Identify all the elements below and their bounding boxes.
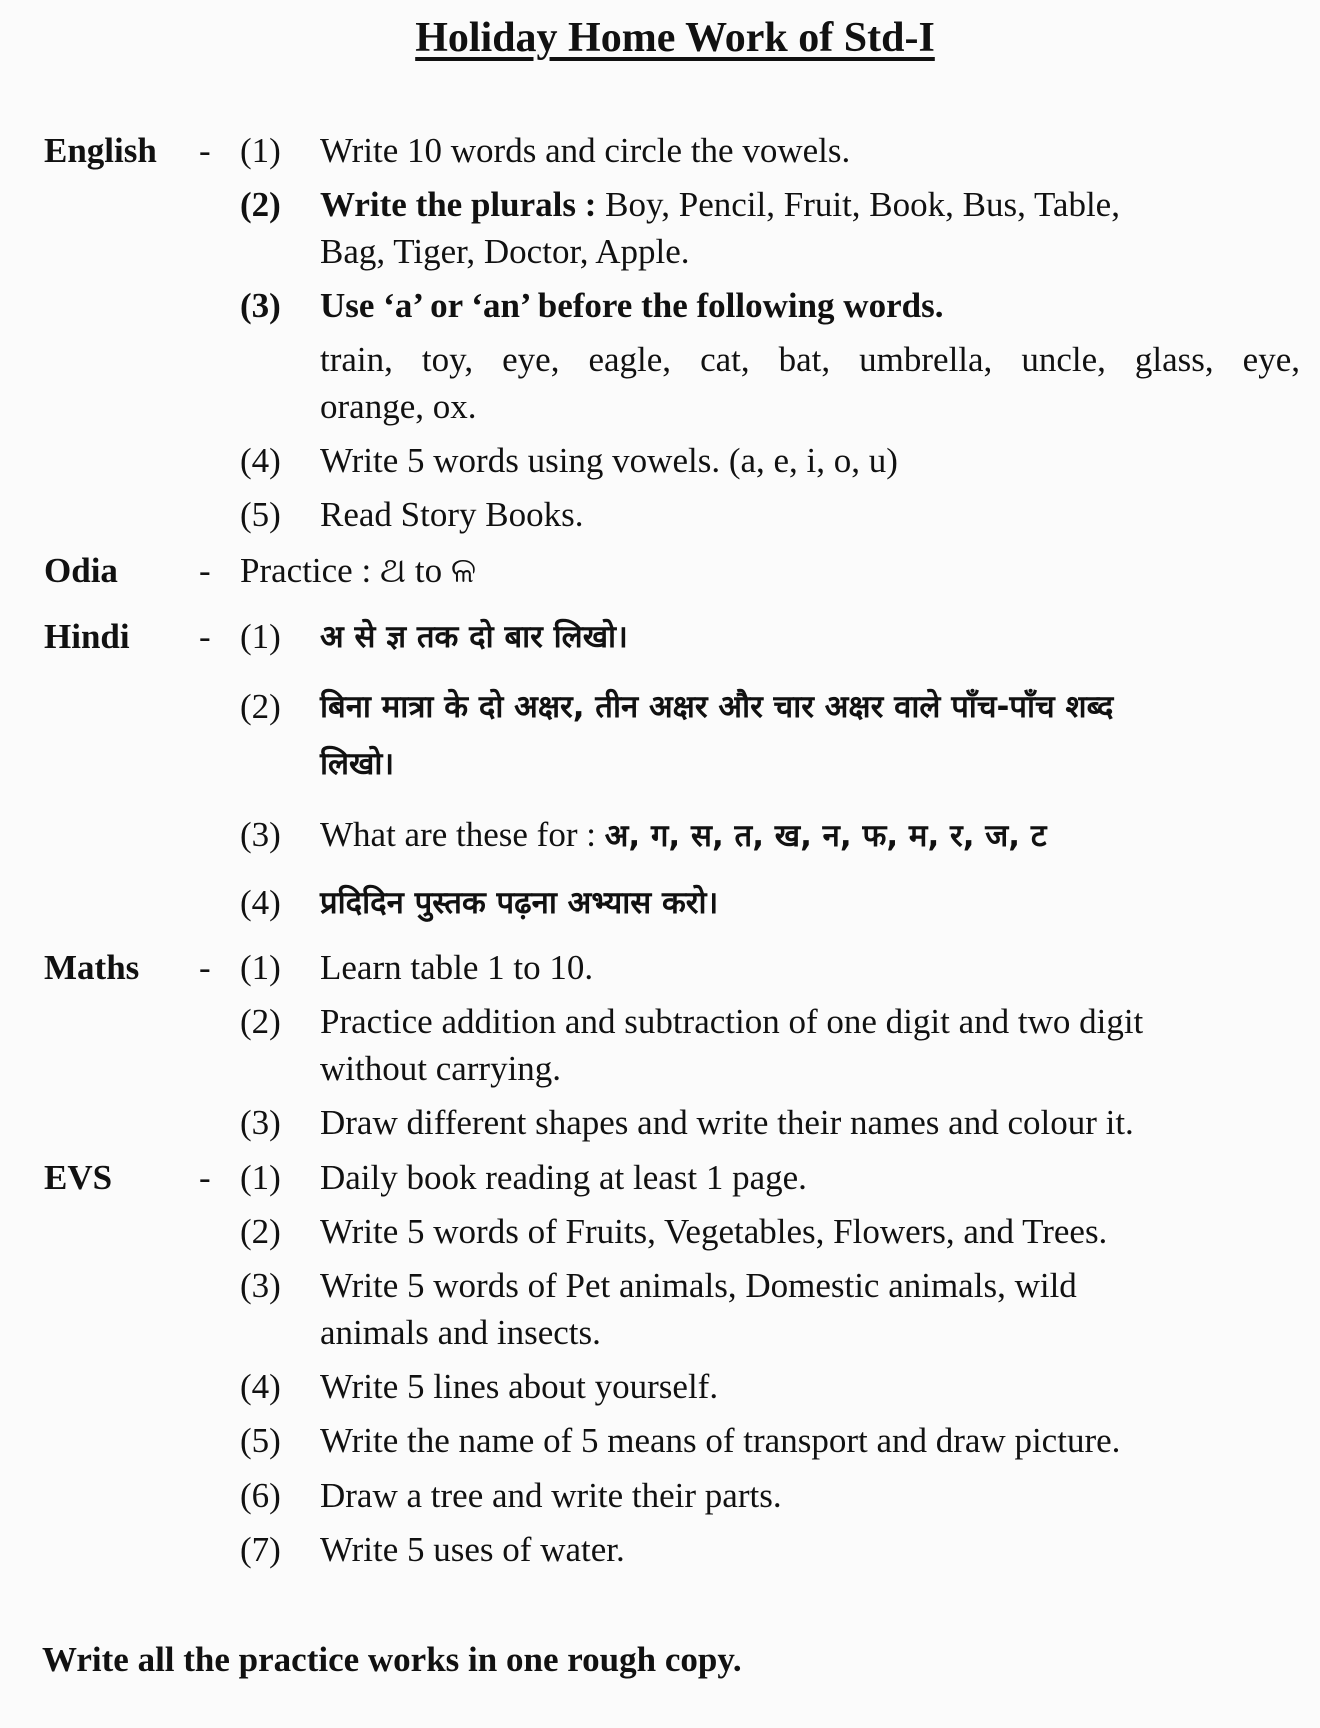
item-number: (4): [240, 441, 281, 480]
item-number: (1): [240, 1158, 281, 1197]
english-item-1: Write 10 words and circle the vowels.: [320, 131, 851, 170]
item-number: (3): [240, 815, 281, 854]
evs-item-4: Write 5 lines about yourself.: [320, 1367, 719, 1406]
item-number: (2): [240, 1212, 281, 1251]
subject-english: English: [44, 131, 157, 170]
item-number: (2): [240, 1002, 281, 1041]
hindi-item-2-cont: लिखो।: [320, 746, 395, 782]
item-number: (4): [240, 1367, 281, 1406]
page-title: Holiday Home Work of Std-I: [415, 15, 935, 61]
plurals-label: Write the plurals :: [320, 185, 597, 224]
item-number: (2): [240, 185, 281, 224]
item-number: (3): [240, 286, 281, 325]
evs-item-3-cont: animals and insects.: [320, 1313, 601, 1352]
plurals-words: Boy, Pencil, Fruit, Book, Bus, Table,: [596, 185, 1120, 224]
subject-maths: Maths: [44, 948, 140, 987]
english-item-3-words: train, toy, eye, eagle, cat, bat, umbrella, uncle, glass, eye,: [320, 340, 1300, 379]
hindi-letters: अ, ग, स, त, ख, न, फ, म, र, ज, ट: [604, 818, 1047, 854]
english-item-3-cont: orange, ox.: [320, 387, 477, 426]
evs-item-7: Write 5 uses of water.: [320, 1530, 625, 1569]
evs-item-5: Write the name of 5 means of transport and draw picture.: [320, 1421, 1121, 1460]
maths-item-1: Learn table 1 to 10.: [320, 948, 594, 987]
evs-item-6: Draw a tree and write their parts.: [320, 1476, 782, 1515]
english-item-5: Read Story Books.: [320, 495, 584, 534]
maths-item-2: Practice addition and subtraction of one digit and two digit: [320, 1002, 1144, 1041]
item-number: (1): [240, 131, 281, 170]
dash: -: [199, 131, 211, 170]
item-number: (3): [240, 1266, 281, 1305]
item-number: (3): [240, 1103, 281, 1142]
english-item-2: [320, 182, 1120, 228]
item-number: (5): [240, 1421, 281, 1460]
hindi-item-4: प्रदिदिन पुस्तक पढ़ना अभ्यास करो।: [320, 885, 719, 921]
odia-item-1: Practice : ଥ to ଳ: [240, 551, 477, 590]
dash: -: [199, 551, 211, 590]
subject-evs: EVS: [44, 1158, 113, 1197]
item-number: (6): [240, 1476, 281, 1515]
item-number: (2): [240, 687, 281, 726]
maths-item-2-cont: without carrying.: [320, 1049, 562, 1088]
maths-item-3: Draw different shapes and write their names and colour it.: [320, 1103, 1134, 1142]
dash: -: [199, 1158, 211, 1197]
item-number: (7): [240, 1530, 281, 1569]
hindi-item-2: बिना मात्रा के दो अक्षर, तीन अक्षर और चार अक्षर वाले पाँच-पाँच शब्द: [320, 689, 1114, 725]
dash: -: [199, 948, 211, 987]
evs-item-3: Write 5 words of Pet animals, Domestic animals, wild: [320, 1266, 1077, 1305]
hindi-item-3: [320, 812, 1046, 859]
item-number: (1): [240, 948, 281, 987]
hindi-item-1: अ से ज्ञ तक दो बार लिखो।: [320, 619, 628, 655]
dash: -: [199, 617, 211, 656]
english-item-2-cont: Bag, Tiger, Doctor, Apple.: [320, 232, 690, 271]
subject-hindi: Hindi: [44, 617, 130, 656]
item-number: (1): [240, 617, 281, 656]
english-item-3: Use ‘a’ or ‘an’ before the following words.: [320, 286, 944, 325]
evs-item-2: Write 5 words of Fruits, Vegetables, Flowers, and Trees.: [320, 1212, 1108, 1251]
item-number: (4): [240, 883, 281, 922]
subject-odia: Odia: [44, 551, 118, 590]
evs-item-1: Daily book reading at least 1 page.: [320, 1158, 807, 1197]
footer-note: Write all the practice works in one rough copy.: [42, 1640, 742, 1679]
item-number: (5): [240, 495, 281, 534]
hindi-item-3-text: What are these for :: [320, 815, 605, 854]
english-item-4: Write 5 words using vowels. (a, e, i, o, u): [320, 441, 898, 480]
